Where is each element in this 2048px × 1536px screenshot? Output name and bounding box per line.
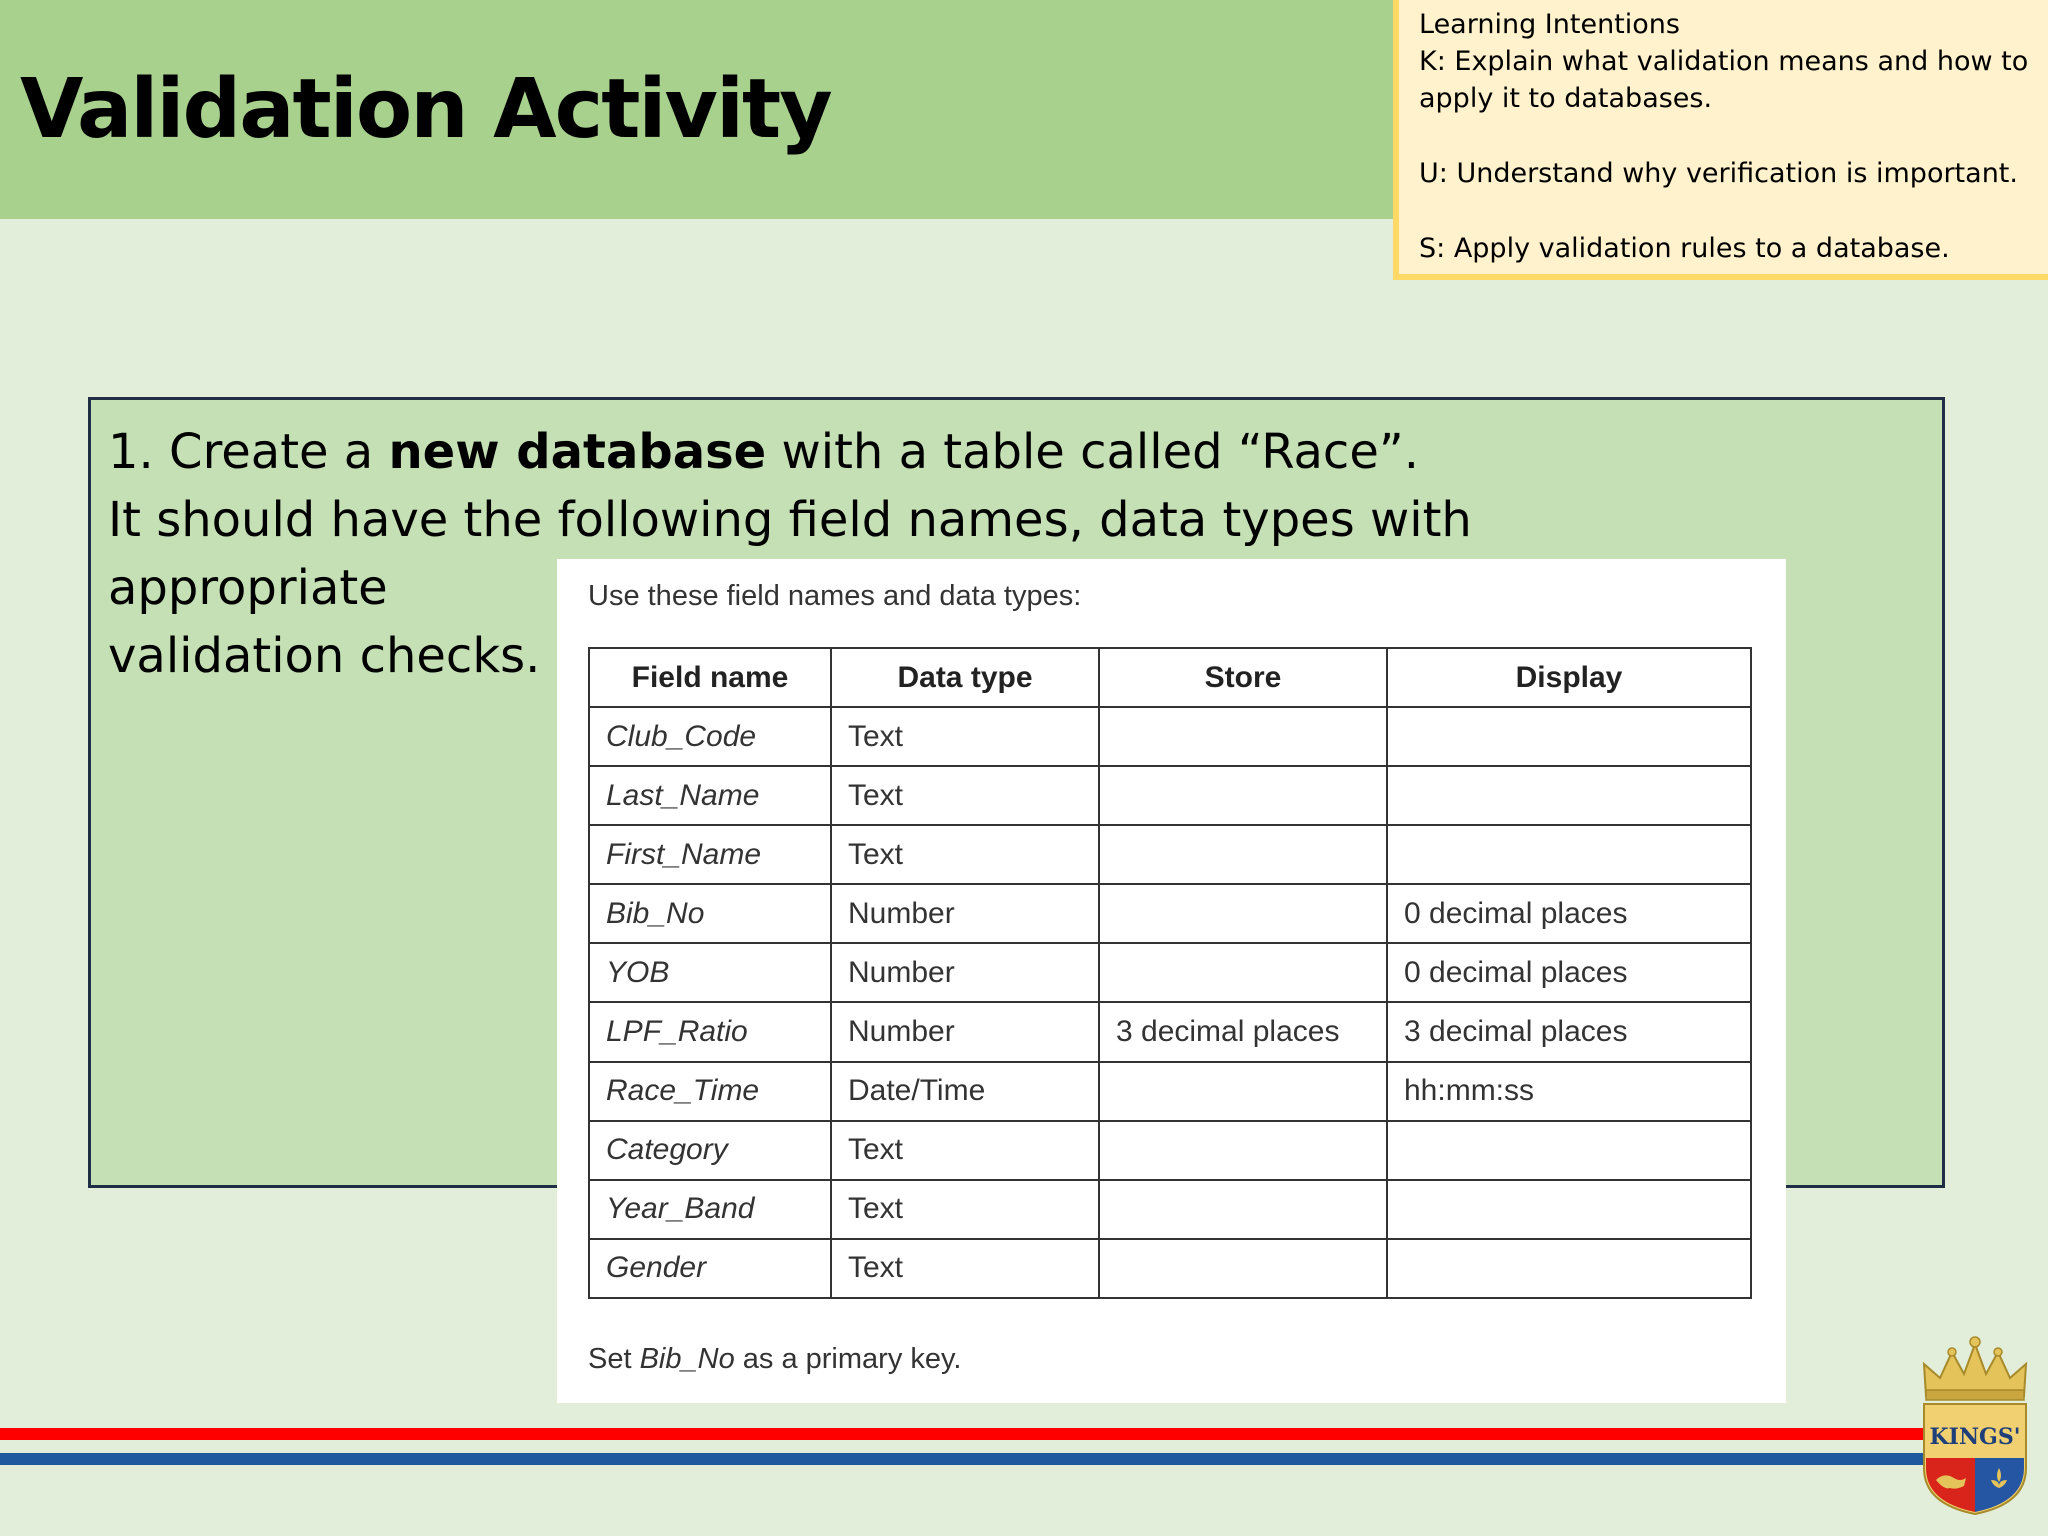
task-line-1-prefix: 1. Create a: [108, 424, 389, 480]
spacer: [1419, 192, 2034, 230]
header-field-name: Field name: [589, 648, 831, 707]
cell-data-type: Number: [831, 943, 1099, 1002]
cell-display: 3 decimal places: [1387, 1002, 1751, 1061]
footer-suffix: as a primary key.: [734, 1343, 962, 1375]
cell-data-type: Text: [831, 707, 1099, 766]
cell-display: [1387, 1180, 1751, 1239]
intention-s: S: Apply validation rules to a database.: [1419, 233, 1950, 264]
crown-jewel: [1970, 1337, 1980, 1347]
crown-icon: [1924, 1344, 2026, 1396]
cell-data-type: Text: [831, 1239, 1099, 1298]
cell-store: [1099, 943, 1387, 1002]
task-line-1-suffix: with a table called “Race”.: [766, 424, 1419, 480]
intention-u: U: Understand why verification is important.: [1419, 158, 2018, 189]
cell-field-name: YOB: [589, 943, 831, 1002]
cell-display: [1387, 766, 1751, 825]
footer-prefix: Set: [588, 1343, 640, 1375]
cell-display: [1387, 825, 1751, 884]
slide-title: Validation Activity: [20, 62, 831, 157]
crown-band: [1926, 1390, 2024, 1400]
cell-field-name: LPF_Ratio: [589, 1002, 831, 1061]
crown-jewel: [1948, 1348, 1956, 1356]
cell-display: [1387, 1121, 1751, 1180]
cell-data-type: Number: [831, 1002, 1099, 1061]
cell-store: [1099, 707, 1387, 766]
cell-display: 0 decimal places: [1387, 943, 1751, 1002]
header-data-type: Data type: [831, 648, 1099, 707]
cell-field-name: Year_Band: [589, 1180, 831, 1239]
cell-field-name: Gender: [589, 1239, 831, 1298]
table-row: [589, 766, 1751, 825]
cell-data-type: Date/Time: [831, 1062, 1099, 1121]
table-row: [589, 825, 1751, 884]
cell-field-name: Bib_No: [589, 884, 831, 943]
learning-intentions-box: [1393, 0, 2048, 280]
header-display: Display: [1387, 648, 1751, 707]
cell-store: [1099, 884, 1387, 943]
table-row: [589, 1062, 1751, 1121]
cell-display: [1387, 1239, 1751, 1298]
footer-italic: Bib_No: [639, 1343, 735, 1375]
footer-stripe-blue: [0, 1453, 1930, 1465]
intentions-heading: Learning Intentions: [1419, 9, 1680, 40]
table-caption: Use these field names and data types:: [588, 580, 1082, 612]
task-line-1: [108, 418, 1708, 486]
cell-field-name: Club_Code: [589, 707, 831, 766]
cell-field-name: Last_Name: [589, 766, 831, 825]
cell-data-type: Text: [831, 1180, 1099, 1239]
intention-k-line1: K: Explain what validation means and how to: [1419, 46, 2029, 77]
cell-store: [1099, 1239, 1387, 1298]
logo-text: KINGS': [1929, 1424, 2021, 1450]
spacer: [1419, 117, 2034, 155]
header-store: Store: [1099, 648, 1387, 707]
cell-field-name: Category: [589, 1121, 831, 1180]
task-line-1-bold: new database: [388, 424, 767, 480]
table-row: [589, 1180, 1751, 1239]
cell-store: [1099, 766, 1387, 825]
cell-store: [1099, 825, 1387, 884]
table-row: [589, 1239, 1751, 1298]
table-row: [589, 884, 1751, 943]
cell-data-type: Text: [831, 825, 1099, 884]
cell-data-type: Text: [831, 766, 1099, 825]
cell-store: [1099, 1180, 1387, 1239]
intention-k-line2: apply it to databases.: [1419, 83, 1713, 114]
cell-display: [1387, 707, 1751, 766]
table-row: [589, 707, 1751, 766]
table-footer-note: [588, 1343, 961, 1376]
field-table: [588, 647, 1752, 1299]
kings-crest-logo: [1918, 1328, 2032, 1516]
table-header-row: [589, 648, 1751, 707]
table-row: [589, 1121, 1751, 1180]
task-line-3: validation checks.: [108, 628, 541, 684]
cell-display: hh:mm:ss: [1387, 1062, 1751, 1121]
task-line-2: It should have the following field names, data types with appropriate: [108, 492, 1472, 616]
cell-store: [1099, 1062, 1387, 1121]
cell-data-type: Text: [831, 1121, 1099, 1180]
cell-display: 0 decimal places: [1387, 884, 1751, 943]
crown-jewel: [1994, 1348, 2002, 1356]
cell-data-type: Number: [831, 884, 1099, 943]
footer-stripe-red: [0, 1428, 1930, 1440]
cell-field-name: First_Name: [589, 825, 831, 884]
cell-store: 3 decimal places: [1099, 1002, 1387, 1061]
cell-field-name: Race_Time: [589, 1062, 831, 1121]
table-row: [589, 1002, 1751, 1061]
cell-store: [1099, 1121, 1387, 1180]
table-row: [589, 943, 1751, 1002]
